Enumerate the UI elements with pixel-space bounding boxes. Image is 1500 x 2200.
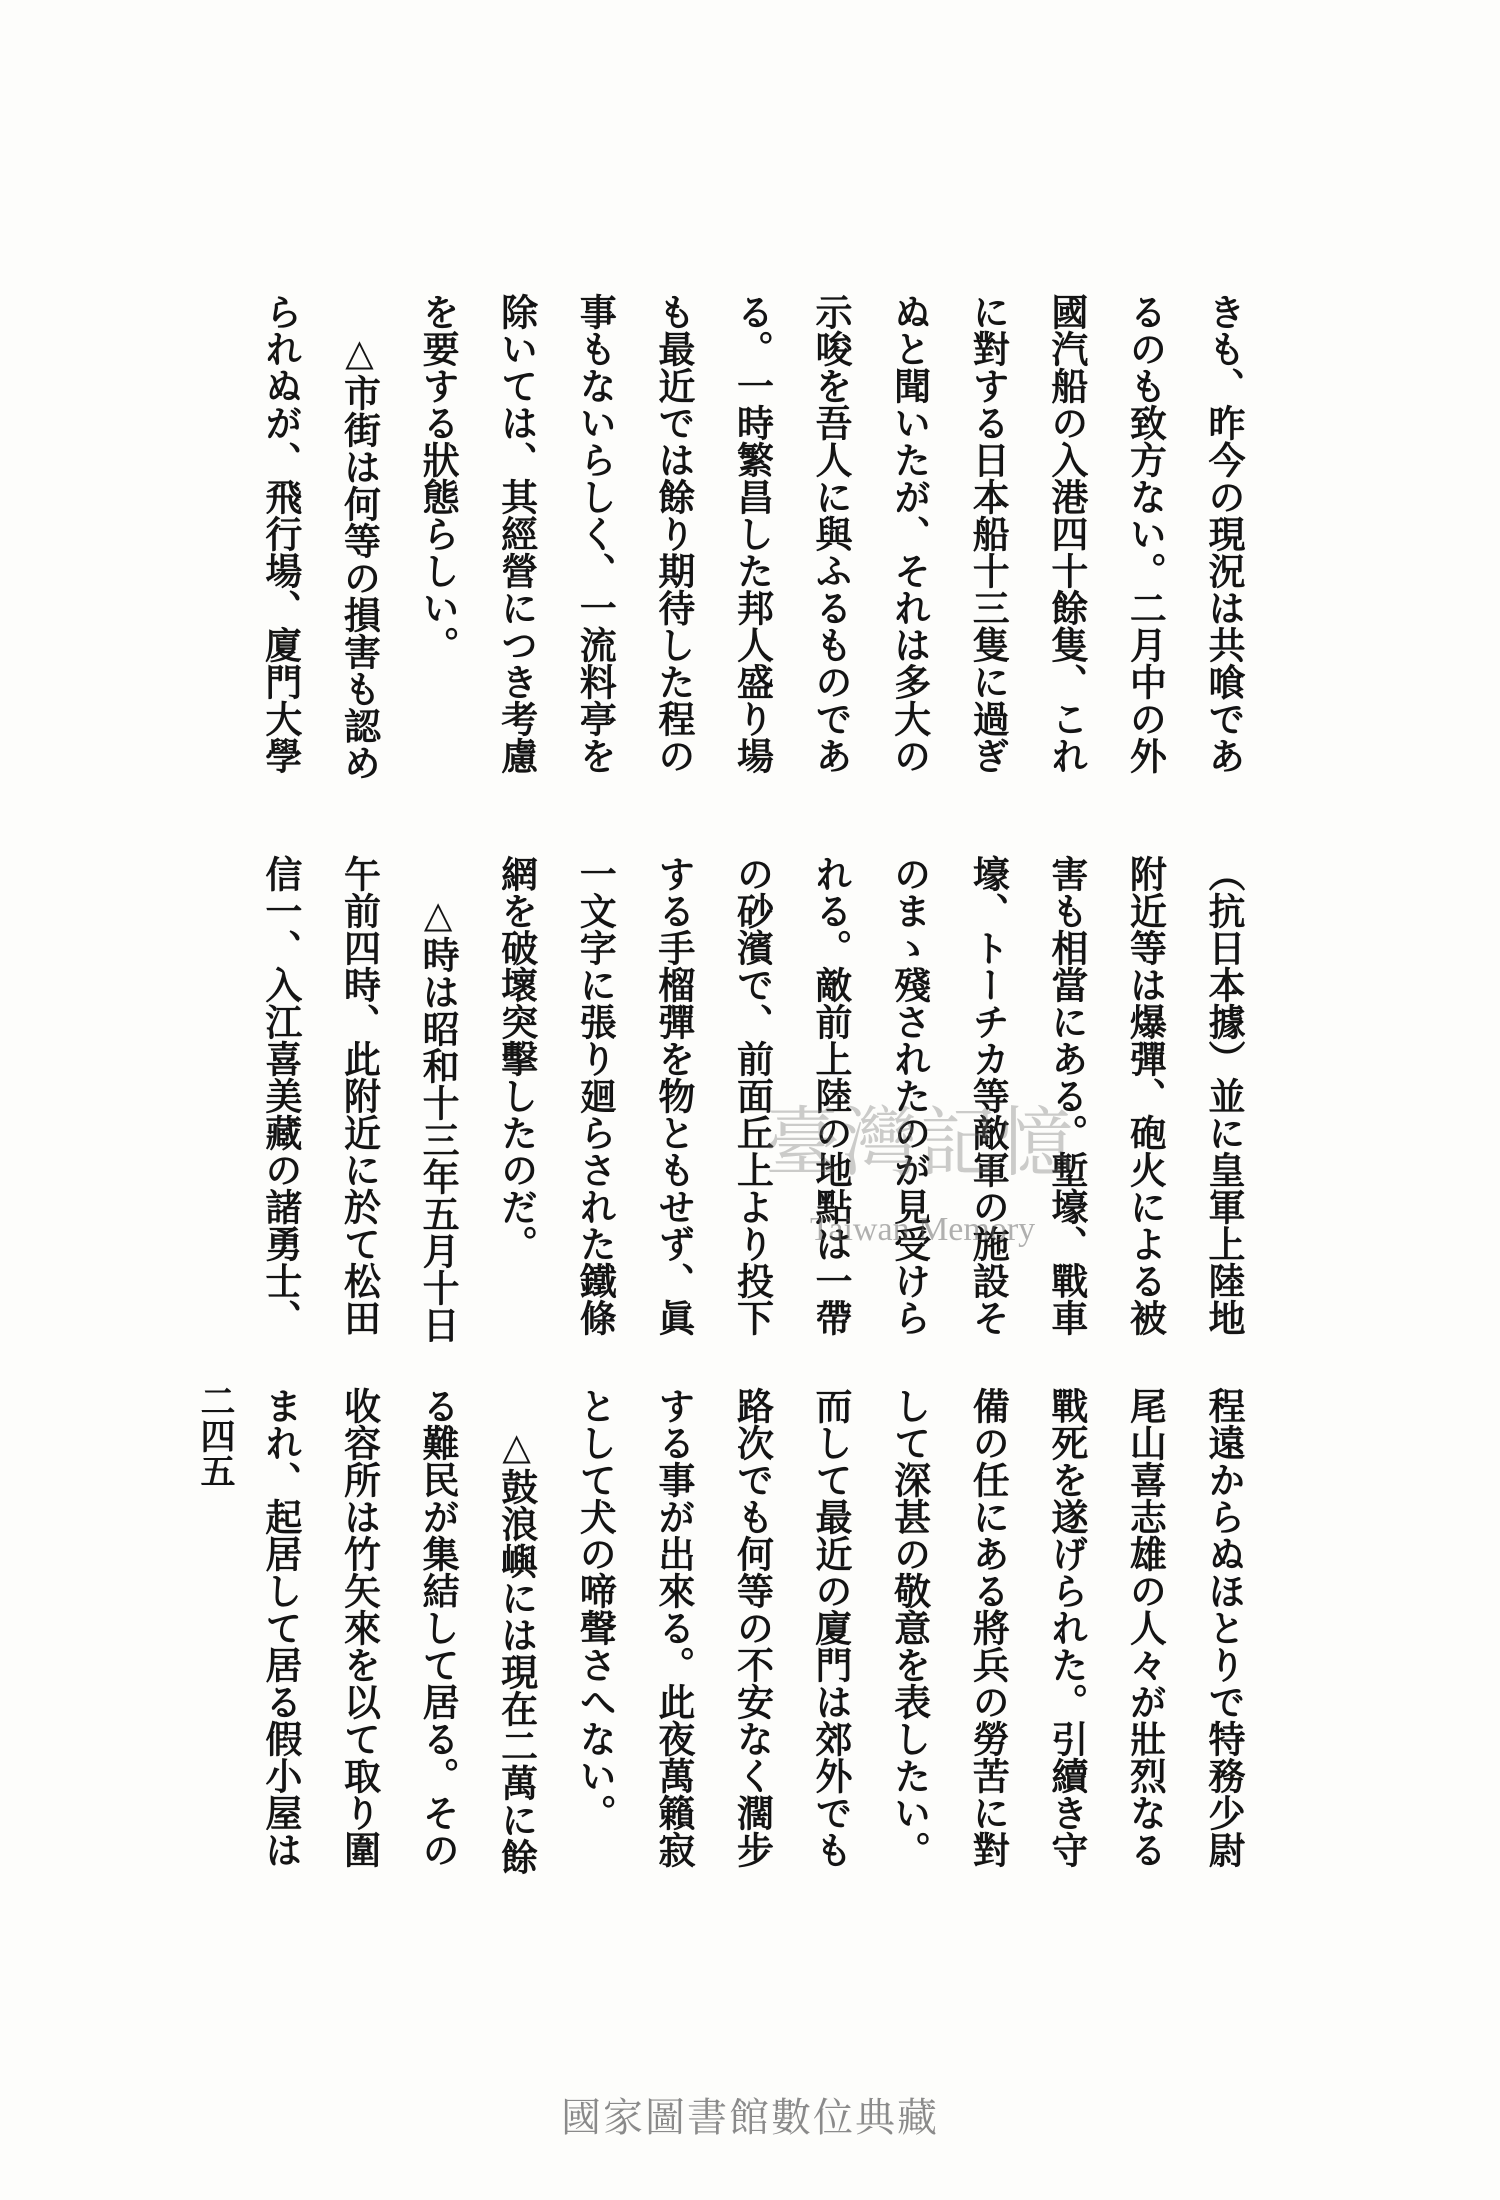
text-band-bottom: [241, 1387, 1263, 1887]
text-column: られぬが、飛行場、廈門大學: [258, 293, 303, 774]
text-column: れる。敵前上陸の地點は一帶: [809, 855, 854, 1336]
text-column-paragraph-start: △鼓浪嶼には現在二萬に餘: [494, 1424, 539, 1875]
text-column: 程遠からぬほとりで特務少尉: [1202, 1387, 1246, 1868]
watermark-title: 臺灣記憶: [764, 1098, 1076, 1187]
text-column: 午前四時、此附近に於て松田: [337, 855, 382, 1336]
text-column: 備の任にある將兵の勞苦に對: [966, 1387, 1011, 1868]
watermark-subtitle: Taiwan Memory: [810, 1211, 1036, 1248]
text-column: として犬の啼聲さへない。: [573, 1387, 618, 1831]
text-column: 而して最近の廈門は郊外でも: [809, 1387, 854, 1868]
text-column: 路次でも何等の不安なく濶步: [730, 1387, 775, 1868]
text-column-paragraph-start: △時は昭和十三年五月十日: [416, 892, 461, 1343]
text-band-middle: [241, 855, 1263, 1355]
text-column: 事もないらしく、一流料亭を: [573, 293, 618, 774]
page-number: 二四五: [195, 1383, 236, 1488]
text-column: 信一、入江喜美藏の諸勇士、: [258, 855, 303, 1336]
text-column: して深甚の敬意を表したい。: [887, 1387, 932, 1868]
text-column: 國汽船の入港四十餘隻、これ: [1044, 293, 1089, 774]
text-column: を要する狀態らしい。: [416, 293, 461, 663]
text-column: する事が出來る。此夜萬籟寂: [651, 1387, 696, 1868]
footer-credit: 國家圖書館數位典藏: [561, 2095, 939, 2141]
text-column: 戰死を遂げられた。引續き守: [1044, 1387, 1089, 1868]
text-column: のまゝ殘されたのが見受けら: [887, 855, 932, 1336]
text-column: 示唆を吾人に與ふるものであ: [809, 293, 854, 774]
text-column: 害も相當にある。塹壕、戰車: [1044, 855, 1089, 1336]
text-column: に對する日本船十三隻に過ぎ: [966, 293, 1011, 774]
text-column: する手榴彈を物ともせず、眞: [651, 855, 696, 1336]
text-column: る。一時繁昌した邦人盛り場: [730, 293, 775, 774]
text-column-paragraph-start: △市街は何等の損害も認め: [337, 330, 382, 781]
text-column: ぬと聞いたが、それは多大の: [887, 293, 932, 774]
text-column: 收容所は竹矢來を以て取り圍: [337, 1387, 382, 1868]
text-column: 網を破壞突擊したのだ。: [494, 855, 539, 1262]
text-column: 一文字に張り廻らされた鐵條: [573, 855, 618, 1336]
text-column: も最近では餘り期待した程の: [651, 293, 696, 774]
text-column: るのも致方ない。二月中の外: [1123, 293, 1168, 774]
text-column: 尾山喜志雄の人々が壯烈なる: [1123, 1387, 1168, 1868]
text-column: 除いては、其經營につき考慮: [494, 293, 539, 774]
text-column: の砂濱で、前面丘上より投下: [730, 855, 775, 1336]
text-column: （抗日本據）並に皇軍上陸地: [1202, 855, 1246, 1336]
text-column: まれ、起居して居る假小屋は: [258, 1387, 303, 1868]
text-column: 壕、トーチカ等敵軍の施設そ: [966, 855, 1011, 1336]
text-column: きも、昨今の現況は共喰であ: [1202, 293, 1246, 774]
text-column: 附近等は爆彈、砲火による被: [1123, 855, 1168, 1336]
text-band-top: [241, 293, 1263, 793]
text-column: る難民が集結して居る。その: [416, 1387, 461, 1868]
